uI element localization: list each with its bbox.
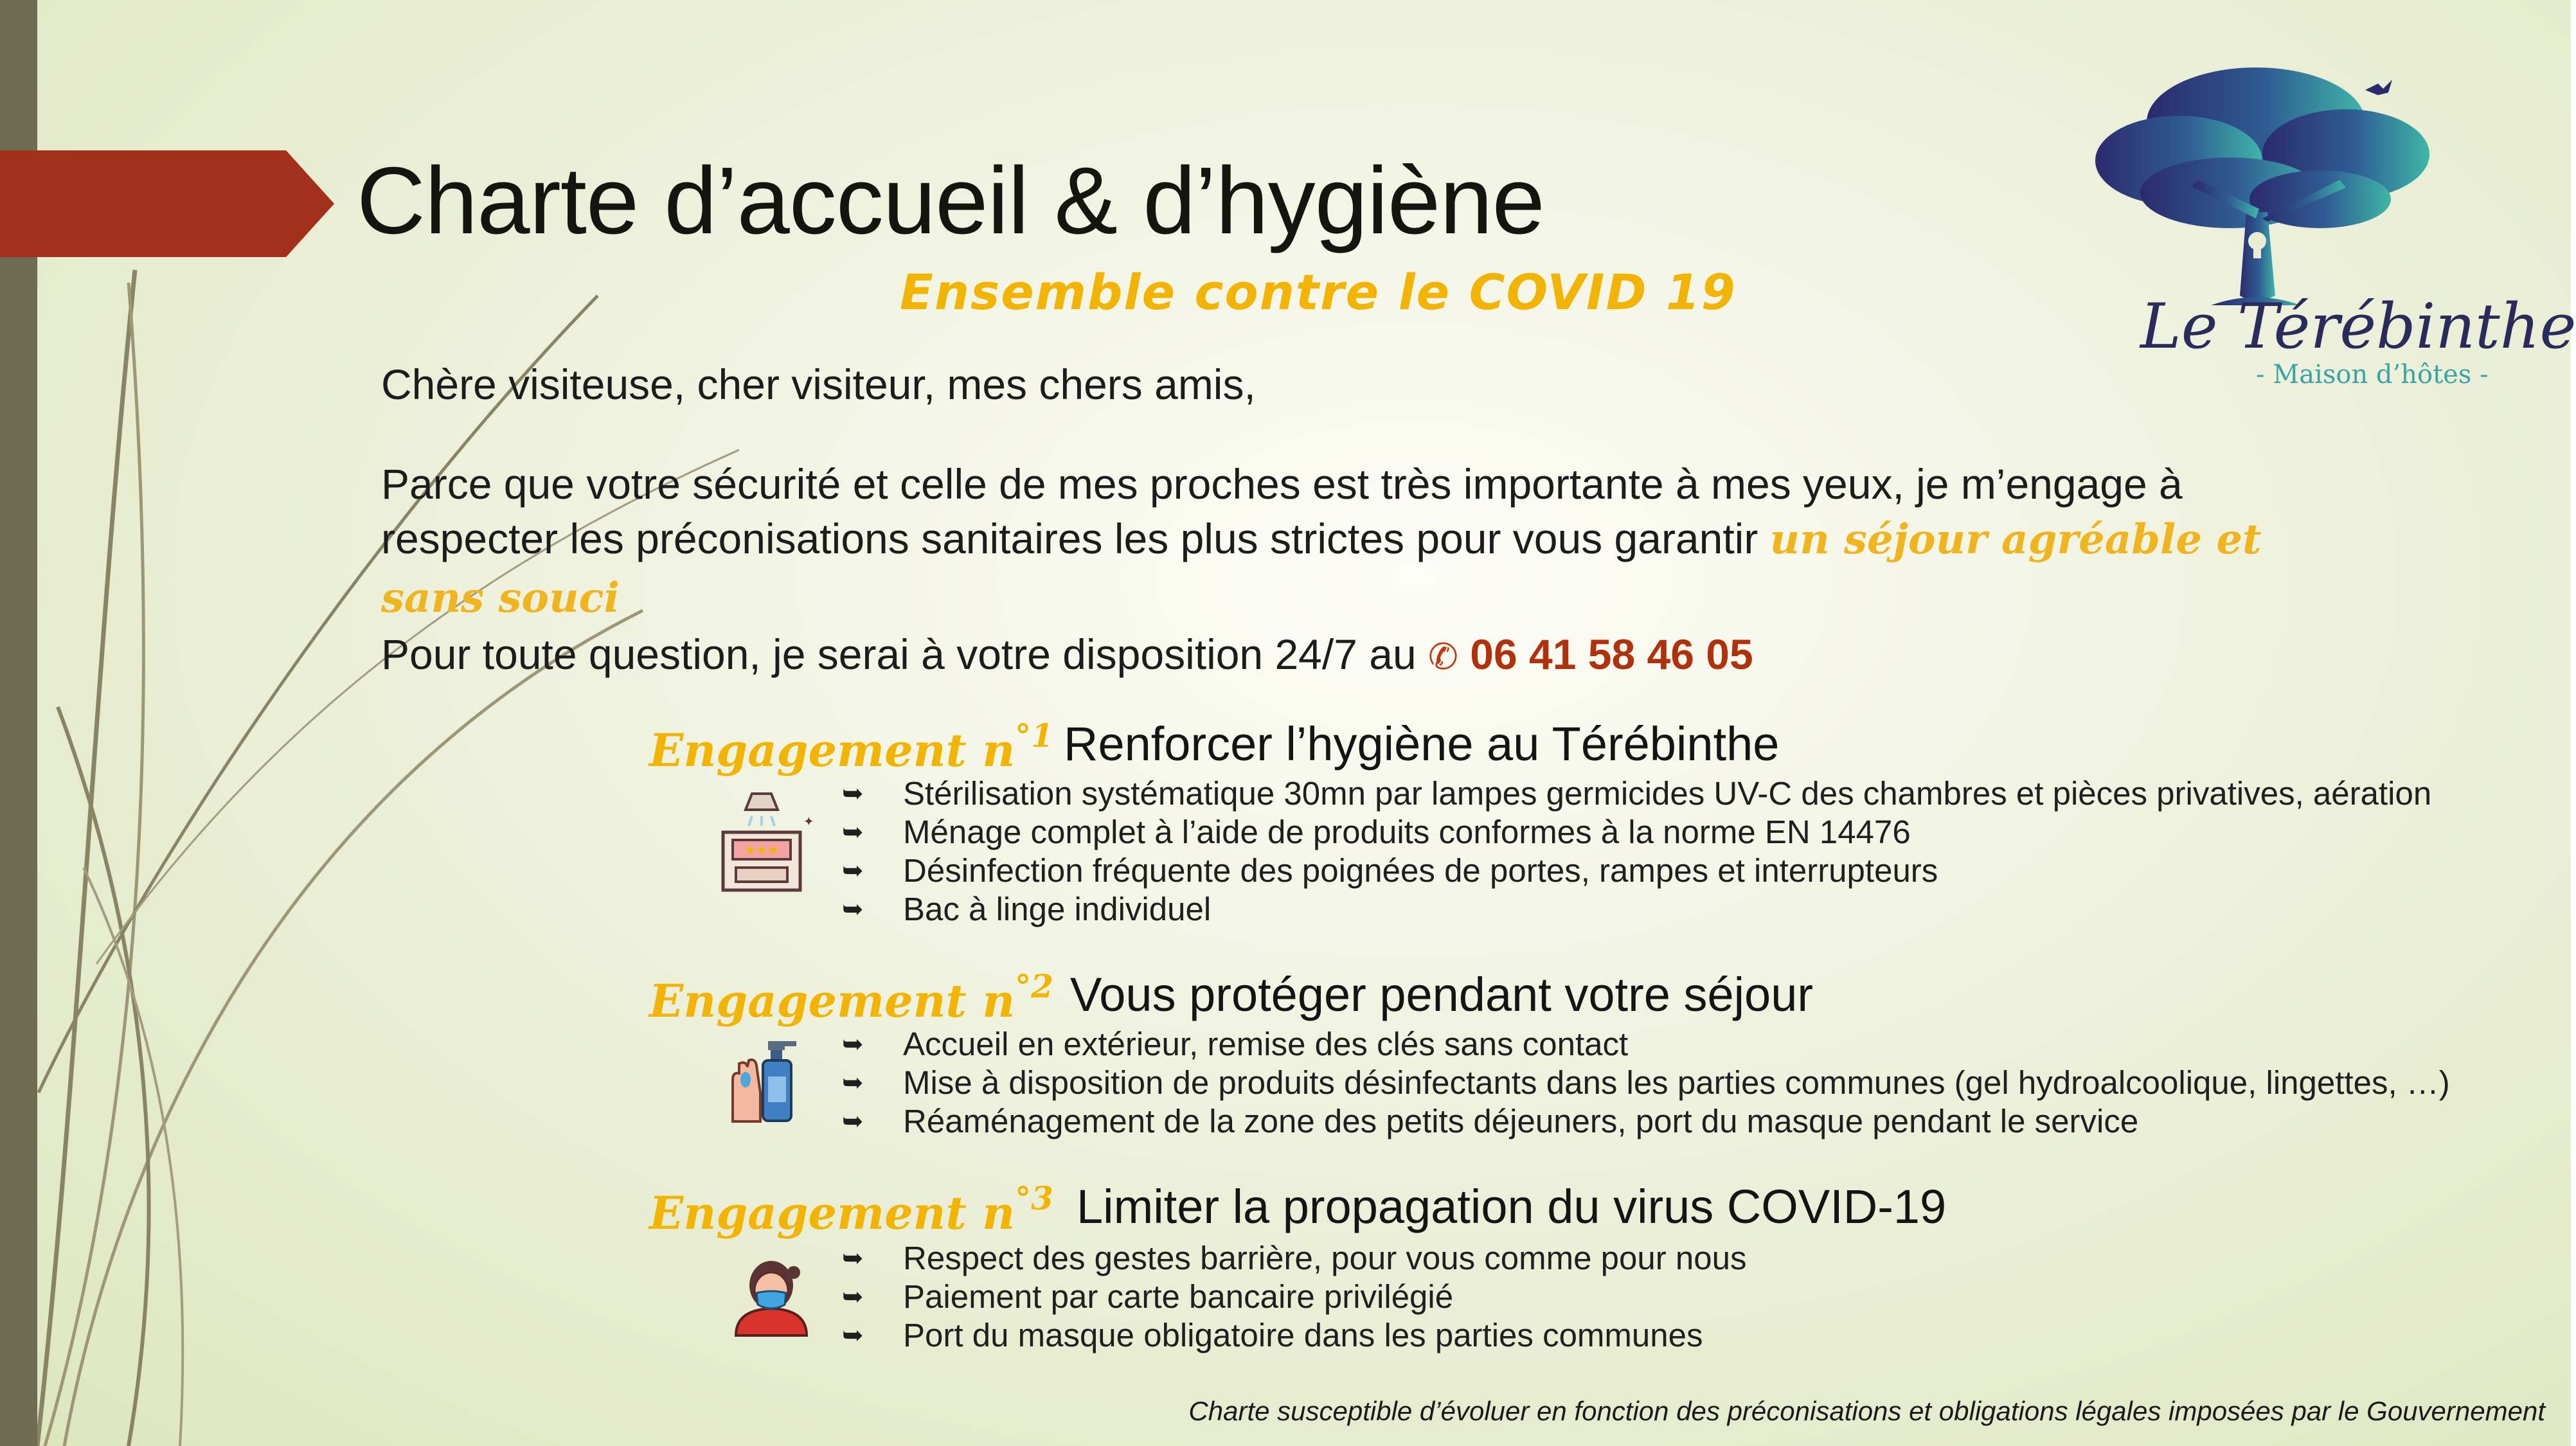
title-arrow-shape xyxy=(0,150,334,257)
masked-person-icon xyxy=(729,1253,813,1337)
list-item-text: Port du masque obligatoire dans les parties communes xyxy=(903,1317,1703,1353)
intro-line-1: Parce que votre sécurité et celle de mes proches est très importante à mes yeux, je m’engage à xyxy=(381,460,2183,508)
bullet-arrow-icon: ➥ xyxy=(842,895,864,924)
greeting: Chère visiteuse, cher visiteur, mes chers amis, xyxy=(381,361,1256,408)
bullet-arrow-icon: ➥ xyxy=(842,1107,864,1136)
contact-text: Pour toute question, je serai à votre disposition 24/7 au xyxy=(381,630,1417,678)
engagement-2-list xyxy=(842,1025,2450,1141)
page-subtitle: Ensemble contre le COVID 19 xyxy=(900,263,1737,321)
list-item-text: Ménage complet à l’aide de produits conformes à la norme EN 14476 xyxy=(903,814,1911,850)
contact-line xyxy=(381,630,1753,679)
engagement-3-title: Limiter la propagation du virus COVID-19 xyxy=(1077,1180,1947,1233)
logo-tagline: - Maison d’hôtes - xyxy=(2256,360,2489,389)
list-item xyxy=(842,1316,1747,1355)
phone-icon: ✆ xyxy=(1428,636,1458,677)
list-item-text: Respect des gestes barrière, pour vous comme pour nous xyxy=(903,1240,1747,1276)
list-item xyxy=(842,852,2431,890)
svg-text:✦: ✦ xyxy=(803,815,814,829)
list-item-text: Stérilisation systématique 30mn par lampes germicides UV-C des chambres et pièces privatives, aération xyxy=(903,775,2432,812)
list-item xyxy=(842,1064,2450,1102)
list-item xyxy=(842,774,2431,813)
highlight-text-1: un séjour agréable et xyxy=(1769,515,2262,564)
highlight-text-2: sans souci xyxy=(381,574,620,622)
engagement-1-list xyxy=(842,774,2431,929)
list-item-text: Mise à disposition de produits désinfectants dans les parties communes (gel hydroalcoolique, lingettes, …) xyxy=(903,1064,2450,1101)
engagement-label-text: Engagement n xyxy=(649,974,1015,1028)
engagement-3-label xyxy=(649,1179,1053,1240)
bullet-arrow-icon: ➥ xyxy=(842,1069,864,1097)
engagement-number: °2 xyxy=(1015,967,1053,1005)
engagement-label-text: Engagement n xyxy=(649,724,1015,777)
phone-number: 06 41 58 46 05 xyxy=(1470,630,1753,678)
list-item xyxy=(842,813,2431,852)
logo-name: Le Térébinthe xyxy=(2140,290,2576,362)
bullet-arrow-icon: ➥ xyxy=(842,857,864,885)
engagement-label-text: Engagement n xyxy=(649,1186,1015,1240)
list-item xyxy=(842,890,2431,929)
list-item xyxy=(842,1102,2450,1141)
svg-text:★★★: ★★★ xyxy=(744,843,779,857)
list-item xyxy=(842,1278,1747,1316)
hand-sanitizer-icon xyxy=(723,1035,813,1125)
list-item-text: Paiement par carte bancaire privilégié xyxy=(903,1278,1454,1315)
engagement-2-label xyxy=(649,967,1053,1028)
list-item xyxy=(842,1239,1747,1278)
intro-line-2-text: respecter les préconisations sanitaires les plus strictes pour vous garantir xyxy=(381,515,1758,562)
page-title: Charte d’accueil & d’hygiène xyxy=(357,148,1544,254)
bullet-arrow-icon: ➥ xyxy=(842,780,864,808)
list-item-text: Réaménagement de la zone des petits déjeuners, port du masque pendant le service xyxy=(903,1103,2139,1139)
bullet-arrow-icon: ➥ xyxy=(842,1283,864,1311)
bullet-arrow-icon: ➥ xyxy=(842,1244,864,1272)
bullet-arrow-icon: ➥ xyxy=(842,818,864,846)
footer-note: Charte susceptible d’évoluer en fonction des préconisations et obligations légales imposées par le Gouvernement xyxy=(1188,1396,2545,1426)
engagement-number: °1 xyxy=(1015,717,1053,754)
list-item-text: Accueil en extérieur, remise des clés sans contact xyxy=(903,1026,1629,1062)
list-item-text: Bac à linge individuel xyxy=(903,891,1212,927)
engagement-1-title: Renforcer l’hygiène au Térébinthe xyxy=(1064,717,1780,771)
engagement-2-title: Vous protéger pendant votre séjour xyxy=(1070,968,1813,1021)
hotel-bed-icon xyxy=(713,787,814,897)
engagement-1-label xyxy=(649,717,1053,777)
list-item-text: Désinfection fréquente des poignées de portes, rampes et interrupteurs xyxy=(903,852,1938,889)
list-item xyxy=(842,1025,2450,1064)
bullet-arrow-icon: ➥ xyxy=(842,1321,864,1350)
bullet-arrow-icon: ➥ xyxy=(842,1030,864,1058)
intro-line-2 xyxy=(381,514,2262,564)
engagement-number: °3 xyxy=(1015,1179,1053,1217)
engagement-3-list xyxy=(842,1239,1747,1355)
